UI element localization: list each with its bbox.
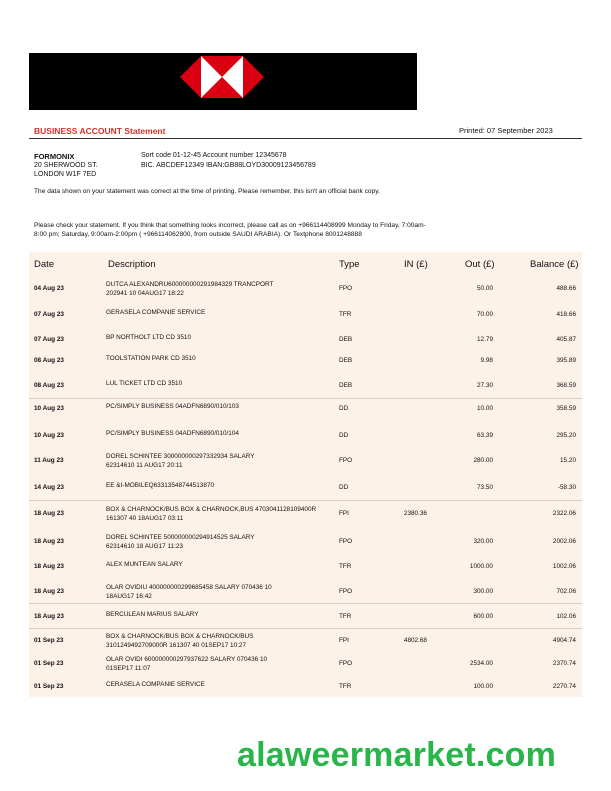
row-out-amount: 100.00 — [473, 683, 493, 690]
row-date: 01 Sep 23 — [34, 683, 64, 690]
row-description: 3101249492709000R 161307 40 01SEP17 10:27 — [106, 642, 247, 649]
row-type: TFR — [339, 683, 352, 690]
column-header-balance: Balance (£) — [530, 259, 579, 270]
row-type: TFR — [339, 311, 352, 318]
row-balance: 15.20 — [560, 457, 576, 464]
row-balance: 1002.06 — [552, 563, 576, 570]
row-out-amount: 12.79 — [477, 336, 493, 343]
printed-date: Printed: 07 September 2023 — [459, 126, 553, 135]
row-balance: 702.06 — [556, 588, 576, 595]
column-header-in: IN (£) — [404, 259, 428, 270]
row-description: LUL TICKET LTD CD 3510 — [106, 380, 183, 387]
contact-note-line-1: Please check your statement. If you think that something looks incorrect, please call as on +966114408999 Monday to Friday, 7:00am- — [34, 222, 426, 229]
row-divider — [29, 628, 582, 629]
row-date: 04 Aug 23 — [34, 285, 64, 292]
contact-note-line-2: 8:00 pm; Saturday, 9:00am-2:00pm ( +966114062800, from outside SAUDI ARABIA). Or Textphone 8001248888 — [34, 231, 362, 238]
row-description: TOOLSTATION PARK CD 3510 — [106, 355, 196, 362]
row-description: GERASELA COMPANIE SERVICE — [106, 309, 206, 316]
row-out-amount: 50.00 — [477, 285, 493, 292]
row-type: DEB — [339, 336, 353, 343]
row-type: TFR — [339, 613, 352, 620]
row-in-amount: 2380.36 — [403, 510, 427, 517]
row-description: 62314610 11 AUG17 20:11 — [106, 462, 183, 469]
row-date: 08 Aug 23 — [34, 382, 64, 389]
row-out-amount: 10.00 — [477, 405, 493, 412]
column-header-description: Description — [108, 259, 156, 270]
row-type: FPO — [339, 538, 353, 545]
row-description: PC/SIMPLY BUSINESS 04ADFN6890/010/103 — [106, 403, 239, 410]
row-divider — [29, 500, 582, 501]
sort-code-account: Sort code 01-12-45 Account number 12345678 — [141, 152, 287, 159]
row-date: 01 Sep 23 — [34, 660, 64, 667]
row-date: 07 Aug 23 — [34, 336, 64, 343]
header-divider — [29, 138, 582, 139]
row-date: 18 Aug 23 — [34, 510, 64, 517]
row-description: DOREL SCHINTEE 500000000294914525 SALARY — [106, 534, 255, 541]
row-balance: 358.59 — [556, 405, 576, 412]
column-header-out: Out (£) — [465, 259, 495, 270]
row-balance: 405.87 — [556, 336, 576, 343]
row-description: OLAR OVIDIU 400000000299685458 SALARY 070436 10 — [106, 584, 272, 591]
row-date: 10 Aug 23 — [34, 432, 64, 439]
row-date: 07 Aug 23 — [34, 311, 64, 318]
hexagon-logo-icon — [180, 56, 264, 98]
row-balance: 2002.06 — [552, 538, 576, 545]
row-out-amount: 9.98 — [480, 357, 493, 364]
row-type: FPO — [339, 457, 353, 464]
row-type: TFR — [339, 563, 352, 570]
watermark: alaweermarket.com — [237, 736, 557, 774]
row-type: FPI — [339, 510, 349, 517]
row-description: DUTCA ALEXANDRU600000000291984329 TRANCPORT — [106, 281, 274, 288]
row-balance: 102.06 — [556, 613, 576, 620]
row-out-amount: 280.00 — [473, 457, 493, 464]
row-balance: 395.89 — [556, 357, 576, 364]
row-description: EE &I-MOBILEQ63313548744513870 — [106, 482, 215, 489]
row-description: 202941 10 04AUG17 18:22 — [106, 290, 184, 297]
company-name: FORMONIX — [34, 152, 75, 161]
row-balance: 2270.74 — [552, 683, 576, 690]
row-out-amount: 1000.00 — [469, 563, 493, 570]
row-out-amount: 70.00 — [477, 311, 493, 318]
row-balance: 418.66 — [556, 311, 576, 318]
row-out-amount: 73.50 — [477, 484, 493, 491]
row-in-amount: 4802.68 — [403, 637, 427, 644]
bic-iban: BIC. ABCDEF12349 IBAN:GB88LOYD30009123456789 — [141, 162, 316, 169]
row-description: 62314610 18 AUG17 11:23 — [106, 543, 183, 550]
row-out-amount: 300.00 — [473, 588, 493, 595]
row-balance: -58.30 — [557, 484, 576, 491]
row-description: 18AUG17 16:42 — [106, 593, 152, 600]
row-date: 18 Aug 23 — [34, 613, 64, 620]
transactions-table — [29, 252, 582, 697]
row-type: FPI — [339, 637, 349, 644]
row-description: BOX & CHARNOCK/BUS BOX & CHARNOCK/BUS — [106, 633, 254, 640]
row-date: 01 Sep 23 — [34, 637, 64, 644]
row-type: FPO — [339, 660, 353, 667]
row-date: 08 Aug 23 — [34, 357, 64, 364]
row-description: CERASELA COMPANIE SERVICE — [106, 681, 205, 688]
row-out-amount: 27.30 — [477, 382, 493, 389]
row-type: DD — [339, 405, 349, 412]
row-out-amount: 600.00 — [473, 613, 493, 620]
row-type: DD — [339, 432, 349, 439]
row-date: 18 Aug 23 — [34, 538, 64, 545]
column-header-type: Type — [339, 259, 360, 270]
row-type: DD — [339, 484, 349, 491]
row-balance: 4904.74 — [552, 637, 576, 644]
row-date: 10 Aug 23 — [34, 405, 64, 412]
row-description: PC/SIMPLY BUSINESS 04ADFN6890/010/104 — [106, 430, 239, 437]
row-balance: 2322.06 — [552, 510, 576, 517]
row-description: BP NORTHOLT LTD CD 3510 — [106, 334, 191, 341]
row-description: ALEX MUNTEAN SALARY — [106, 561, 183, 568]
row-description: BERCULEAN MARIUS SALARY — [106, 611, 199, 618]
row-description: DOREL SCHINTEE 300000000297332934 SALARY — [106, 453, 255, 460]
row-balance: 488.66 — [556, 285, 576, 292]
address-line-2: LONDON W1F 7ED — [34, 171, 97, 178]
row-divider — [29, 398, 582, 399]
address-line-1: 20 SHERWOOD ST. — [34, 162, 98, 169]
row-date: 18 Aug 23 — [34, 563, 64, 570]
row-type: DEB — [339, 382, 353, 389]
row-balance: 2370.74 — [552, 660, 576, 667]
row-type: FPO — [339, 285, 353, 292]
row-type: DEB — [339, 357, 353, 364]
column-header-date: Date — [34, 259, 55, 270]
row-description: BOX & CHARNOCK/BUS BOX & CHARNOCK,BUS 4703041128109400R — [106, 506, 317, 513]
row-description: 161307 40 18AUG17 03:11 — [106, 515, 184, 522]
row-balance: 295.20 — [556, 432, 576, 439]
row-type: FPO — [339, 588, 353, 595]
row-out-amount: 2534.00 — [469, 660, 493, 667]
row-out-amount: 63.39 — [477, 432, 493, 439]
row-date: 11 Aug 23 — [34, 457, 64, 464]
row-date: 14 Aug 23 — [34, 484, 64, 491]
row-divider — [29, 603, 582, 604]
row-description: 01SEP17 11:07 — [106, 665, 151, 672]
row-balance: 368.59 — [556, 382, 576, 389]
row-description: OLAR OVIDI 600000000297937622 SALARY 070436 10 — [106, 656, 268, 663]
row-date: 18 Aug 23 — [34, 588, 64, 595]
page-title: BUSINESS ACCOUNT Statement — [34, 126, 166, 136]
row-out-amount: 320.00 — [473, 538, 493, 545]
disclaimer-note: The data shown on your statement was correct at the time of printing. Please remember, this isn't an official bank copy. — [34, 188, 380, 195]
